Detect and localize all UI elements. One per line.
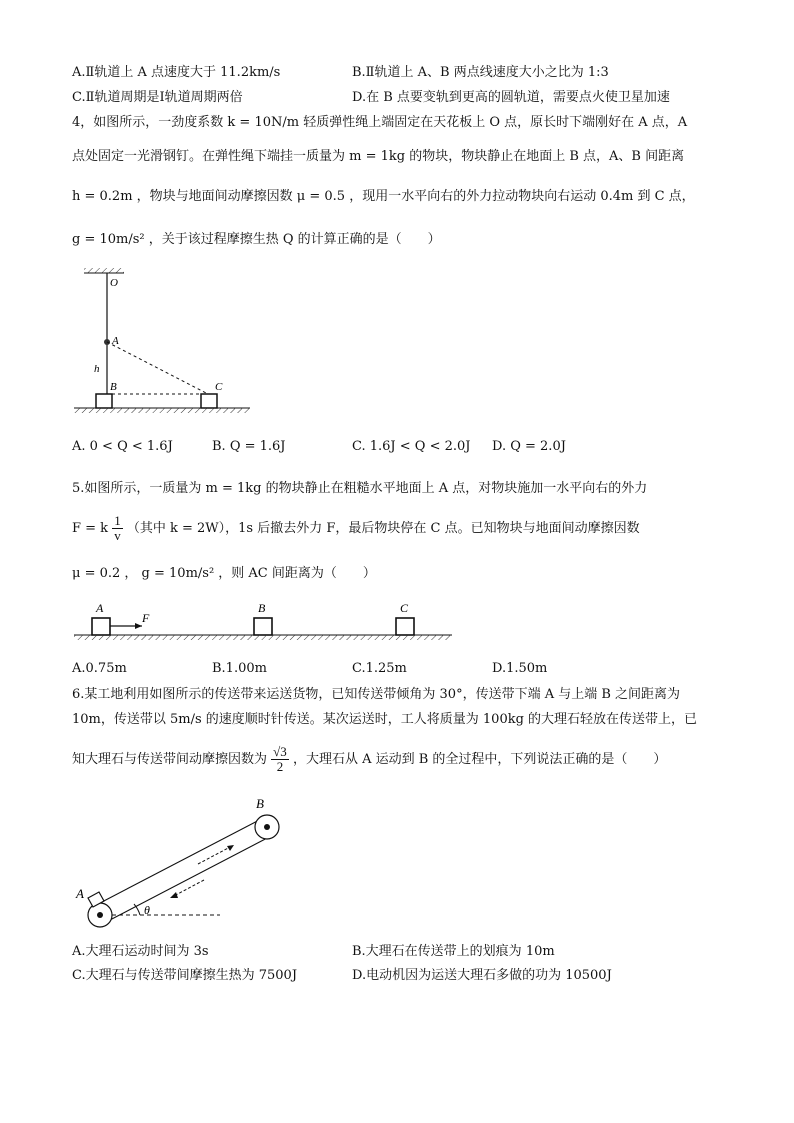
q4-option-b: B. Q = 1.6J <box>212 439 286 454</box>
q5-stem-line-2-text: （其中 k = 2W），1s 后撤去外力 F，最后物块停在 C 点。已知物块与地面间动摩擦因数 <box>126 521 640 536</box>
block-b <box>254 618 272 635</box>
q5-label-a: A <box>96 601 104 615</box>
q6-fraction-den: 2 <box>276 759 284 774</box>
q4-label-o: O <box>110 277 118 289</box>
q5-option-d: D.1.50m <box>492 661 548 676</box>
q6-option-b: B.大理石在传送带上的划痕为 10m <box>352 944 555 959</box>
q6-option-d: D.电动机因为运送大理石多做的功为 10500J <box>352 968 612 983</box>
ceiling <box>84 268 124 273</box>
q5-fraction-num: 1 <box>114 513 121 528</box>
q6-stem-line-1: 6.某工地利用如图所示的传送带来运送货物，已知传送带倾角为 30°，传送带下端 A 与上端 B 之间距离为 <box>72 687 681 702</box>
q6-stem-line-3-text-b: ，大理石从 A 运动到 B 的全过程中，下列说法正确的是（ ） <box>292 752 667 767</box>
q5-option-c: C.1.25m <box>352 661 407 676</box>
q5-option-b: B.1.00m <box>212 661 267 676</box>
q4-label-c: C <box>215 381 223 393</box>
block-a <box>92 618 110 635</box>
q6-option-c: C.大理石与传送带间摩擦生热为 7500J <box>72 968 298 983</box>
q3-option-c: C.Ⅱ轨道周期是Ⅰ轨道周期两倍 <box>72 90 243 105</box>
q5-figure <box>70 598 460 650</box>
q4-label-a: A <box>112 335 119 347</box>
q5-label-f: F <box>142 611 150 625</box>
block-b <box>96 394 112 408</box>
q5-stem-line-1: 5.如图所示，一质量为 m = 1kg 的物块静止在粗糙水平地面上 A 点，对物块施加一水平向右的外力 <box>72 481 648 496</box>
q5-option-a: A.0.75m <box>72 661 127 676</box>
q6-fraction <box>271 745 289 774</box>
q6-figure <box>70 794 310 934</box>
q4-label-h: h <box>94 363 100 375</box>
q4-option-c: C. 1.6J < Q < 2.0J <box>352 439 471 454</box>
q4-stem-line-4: g = 10m/s² ，关于该过程摩擦生热 Q 的计算正确的是（ ） <box>72 232 441 247</box>
block-c <box>396 618 414 635</box>
q6-fraction-num: √3 <box>273 744 287 759</box>
q4-label-b: B <box>110 381 117 393</box>
q5-force-formula: F = k <box>72 521 109 536</box>
q4-option-a: A. 0 < Q < 1.6J <box>72 439 173 454</box>
q5-fraction-den: v <box>114 528 121 543</box>
q3-option-b: B.Ⅱ轨道上 A、B 两点线速度大小之比为 1:3 <box>352 65 609 80</box>
q3-option-d: D.在 B 点要变轨到更高的圆轨道，需要点火使卫星加速 <box>352 90 670 105</box>
q6-stem-line-3 <box>72 742 666 778</box>
q5-stem-line-2 <box>72 514 640 544</box>
q5-label-b: B <box>258 601 266 615</box>
q4-stem-line-1: 4，如图所示，一劲度系数 k = 10N/m 轻质弹性绳上端固定在天花板上 O 点，原长时下端刚好在 A 点，A <box>72 115 688 130</box>
q3-option-a: A.Ⅱ轨道上 A 点速度大于 11.2km/s <box>72 65 281 80</box>
q6-stem-line-2: 10m，传送带以 5m/s 的速度顺时针传送。某次运送时，工人将质量为 100kg 的大理石轻放在传送带上，已 <box>72 712 698 727</box>
q6-stem-line-3-text-a: 知大理石与传送带间动摩擦因数为 <box>72 752 268 767</box>
block-c <box>201 394 217 408</box>
q4-figure <box>70 262 260 422</box>
q5-stem-line-3: μ = 0.2 ， g = 10m/s² ，则 AC 间距离为（ ） <box>72 566 376 581</box>
q6-label-a: A <box>76 886 84 901</box>
q4-option-d: D. Q = 2.0J <box>492 439 566 454</box>
q6-label-theta: θ <box>144 903 150 917</box>
q6-label-b: B <box>256 796 264 811</box>
q5-label-c: C <box>400 601 409 615</box>
q4-stem-line-3: h = 0.2m ，物块与地面间动摩擦因数 μ = 0.5 ，现用一水平向右的外力拉动物块向右运动 0.4m 到 C 点， <box>72 189 695 204</box>
q4-stem-line-2: 点处固定一光滑钢钉。在弹性绳下端挂一质量为 m = 1kg 的物块，物块静止在地面上 B 点，A、B 间距离 <box>72 149 685 164</box>
q5-fraction <box>112 514 123 543</box>
q6-option-a: A.大理石运动时间为 3s <box>72 944 209 959</box>
